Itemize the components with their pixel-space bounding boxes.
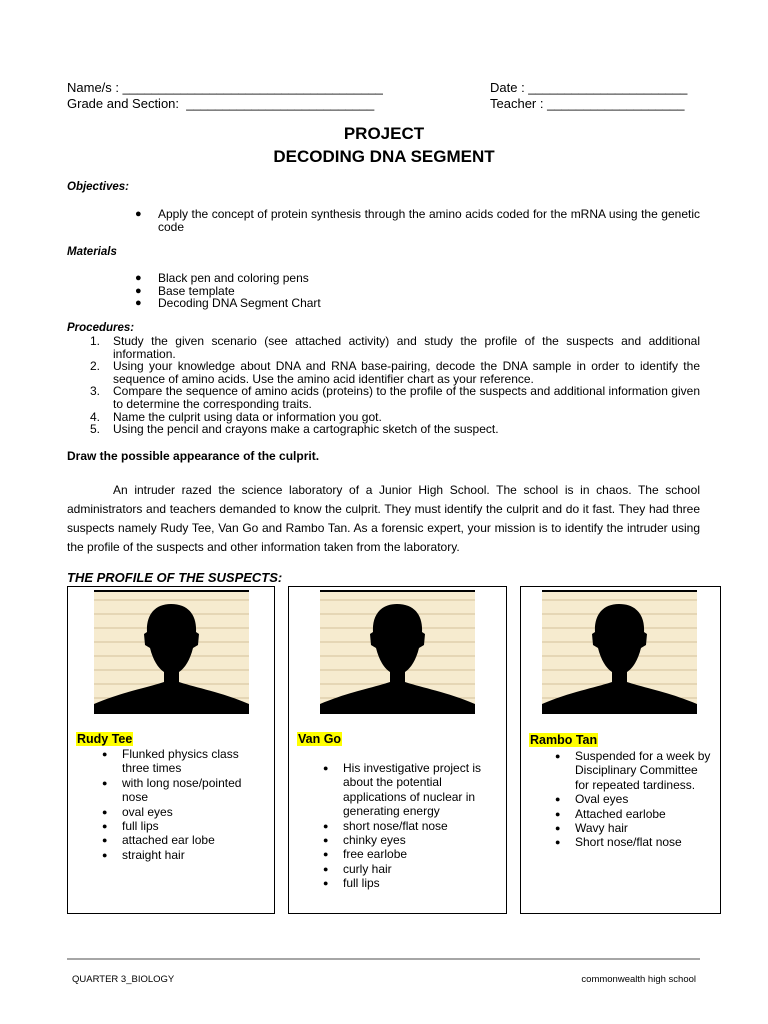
suspect-name: Van Go (298, 732, 342, 746)
page-title: DECODING DNA SEGMENT (273, 147, 495, 166)
list-item: ● oval eyes (102, 804, 173, 819)
teacher-field[interactable]: Teacher : ___________________ (490, 96, 685, 111)
bullet-icon: ● (555, 794, 561, 805)
footer-right: commonwealth high school (581, 974, 696, 985)
bullet-icon: ● (323, 835, 329, 846)
list-item: ● Suspended for a week by Disciplinary Committee for repeated tardiness. (555, 749, 711, 792)
footer-divider (67, 958, 700, 960)
trait-list (555, 749, 715, 850)
silhouette-icon (320, 590, 475, 714)
bullet-icon: ● (102, 749, 108, 759)
name-field[interactable]: Name/s : ____________________________________ (67, 80, 383, 95)
list-item: ● Apply the concept of protein synthesis through the amino acids coded for the mRNA using the genetic code (135, 207, 700, 234)
footer-left: QUARTER 3_BIOLOGY (72, 974, 175, 985)
silhouette-icon (542, 590, 697, 714)
list-item: ● Black pen and coloring pens (135, 271, 309, 285)
project-label: PROJECT (343, 124, 425, 143)
bullet-icon: ● (323, 878, 329, 889)
list-item: ● short nose/flat nose (323, 818, 448, 833)
list-item: 3. Compare the sequence of amino acids (proteins) to the profile of the suspects and additional information given to determine the corresponding traits. (90, 384, 700, 411)
list-item: 2. Using your knowledge about DNA and RNA base-pairing, decode the DNA sample in order to identify the sequence of amino acids. Use the amino acid identifier chart as your reference. (90, 359, 700, 386)
list-item: ● chinky eyes (323, 833, 406, 848)
bullet-icon: ● (102, 849, 108, 860)
bullet-icon: ● (555, 808, 561, 819)
bullet-icon: ● (323, 849, 329, 860)
materials-list (135, 271, 700, 310)
bullet-icon: ● (555, 823, 561, 834)
list-item: ● His investigative project is about the potential applications of nuclear in generating energy (323, 761, 482, 819)
bullet-icon: ● (555, 751, 561, 761)
suspect-name: Rudy Tee (77, 732, 133, 746)
list-item: ● Decoding DNA Segment Chart (135, 296, 321, 310)
list-item: ● with long nose/pointed nose (102, 775, 242, 805)
bullet-icon: ● (135, 208, 142, 220)
materials-heading: Materials (67, 246, 117, 258)
objectives-list (135, 207, 700, 234)
list-item: ● full lips (323, 876, 380, 891)
objectives-heading: Objectives: (67, 181, 129, 193)
list-item: ● full lips (102, 819, 159, 834)
list-item: 5. Using the pencil and crayons make a cartographic sketch of the suspect. (90, 422, 499, 437)
bullet-icon: ● (102, 835, 108, 846)
list-item: 4. Name the culprit using data or information you got. (90, 409, 382, 424)
bullet-icon: ● (323, 763, 329, 773)
profiles-heading: THE PROFILE OF THE SUSPECTS: (67, 570, 283, 585)
list-item: ● straight hair (102, 847, 185, 862)
list-item: ● Flunked physics class three times (102, 747, 239, 776)
trait-list (102, 747, 262, 862)
bullet-icon: ● (102, 777, 108, 788)
list-item: ● Attached earlobe (555, 806, 666, 821)
bullet-icon: ● (135, 284, 142, 297)
list-item: ● Wavy hair (555, 821, 628, 836)
bullet-icon: ● (323, 863, 329, 874)
silhouette-icon (94, 590, 249, 714)
list-item: ● Base template (135, 283, 235, 298)
grade-section-field[interactable]: Grade and Section: __________________________ (67, 96, 375, 111)
suspect-name: Rambo Tan (530, 733, 598, 747)
bullet-icon: ● (323, 820, 329, 831)
bullet-icon: ● (135, 297, 142, 309)
scenario-paragraph: An intruder razed the science laboratory of a Junior High School. The school is in chaos. The school administrators and teachers demanded to know the culprit. They must identify the culprit and do it fast. They had three suspects namely Rudy Tee, Van Go and Rambo Tan. As a forensic expert, your mission is to identify the intruder using the profile of the suspects and other information taken from the laboratory. (67, 483, 700, 554)
list-item: 1. Study the given scenario (see attached activity) and study the profile of the suspects and additional information. (90, 334, 700, 361)
procedures-heading: Procedures: (67, 322, 135, 334)
bullet-icon: ● (555, 837, 561, 848)
list-item: ● curly hair (323, 861, 392, 876)
list-item: ● attached ear lobe (102, 833, 215, 848)
bullet-icon: ● (135, 272, 142, 284)
draw-instruction: Draw the possible appearance of the culprit. (67, 449, 320, 463)
date-field[interactable]: Date : ______________________ (490, 80, 688, 95)
bullet-icon: ● (102, 821, 108, 832)
suspect-photo (542, 590, 697, 714)
bullet-icon: ● (102, 806, 108, 817)
suspect-photo (320, 590, 475, 714)
list-item: ● Oval eyes (555, 792, 629, 807)
trait-list (323, 761, 493, 891)
suspect-photo (94, 590, 249, 714)
list-item: ● free earlobe (323, 847, 408, 862)
procedures-list (90, 335, 700, 436)
list-item: ● Short nose/flat nose (555, 835, 682, 850)
